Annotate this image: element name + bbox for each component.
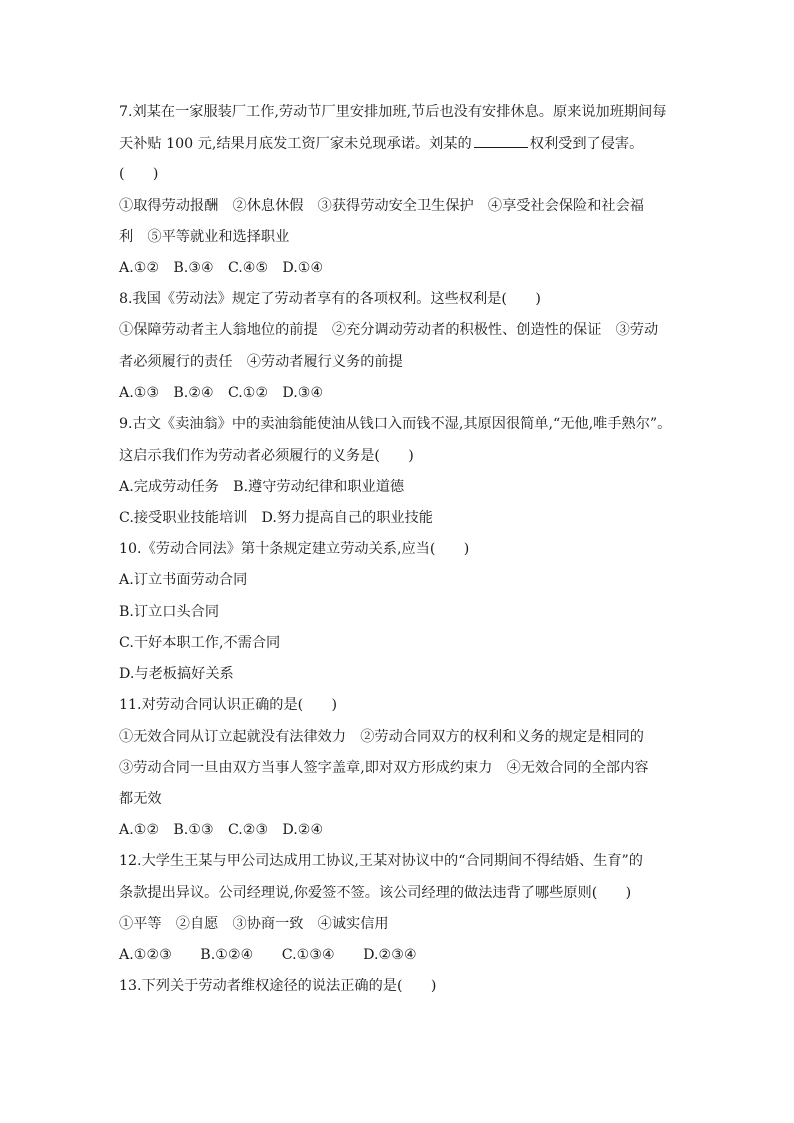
q11-options-line2: ③劳动合同一旦由双方当事人签字盖章,即对双方形成约束力 ④无效合同的全部内容	[119, 760, 649, 776]
q7-stem-line1: 7.刘某在一家服装厂工作,劳动节厂里安排加班,节后也没有安排休息。原来说加班期间每	[119, 104, 667, 120]
q10-choice-b: B.订立口头合同	[119, 604, 220, 620]
q12-options: ①平等 ②自愿 ③协商一致 ④诚实信用	[119, 916, 389, 932]
q9-stem-line2: 这启示我们作为劳动者必须履行的义务是( )	[119, 448, 414, 464]
q7-stem-part-a: 天补贴 100 元,结果月底发工资厂家未兑现承诺。刘某的	[119, 136, 472, 152]
q10-choice-d: D.与老板搞好关系	[119, 666, 234, 682]
q9-choices-cd: C.接受职业技能培训 D.努力提高自己的职业技能	[119, 510, 433, 526]
q7-answer-choices: A.①② B.③④ C.④⑤ D.①④	[119, 260, 324, 276]
q7-stem-line2	[119, 133, 643, 154]
q11-options-line3: 都无效	[119, 791, 162, 807]
q8-stem: 8.我国《劳动法》规定了劳动者享有的各项权利。这些权利是( )	[119, 291, 541, 307]
q10-choice-a: A.订立书面劳动合同	[119, 572, 248, 588]
q7-answer-paren: ( )	[119, 166, 159, 182]
q7-options-line2: 利 ⑤平等就业和选择职业	[119, 229, 290, 245]
q13-stem: 13.下列关于劳动者维权途径的说法正确的是( )	[119, 978, 437, 994]
q11-options-line1: ①无效合同从订立起就没有法律效力 ②劳动合同双方的权利和义务的规定是相同的	[119, 729, 644, 745]
q7-stem-part-b: 权利受到了侵害。	[529, 136, 644, 152]
q12-stem-line1: 12.大学生王某与甲公司达成用工协议,王某对协议中的“合同期间不得结婚、生育”的	[119, 853, 643, 869]
q7-options-line1: ①取得劳动报酬 ②休息休假 ③获得劳动安全卫生保护 ④享受社会保险和社会福	[119, 198, 644, 214]
q8-options-line2: 者必须履行的责任 ④劳动者履行义务的前提	[119, 354, 403, 370]
q7-answer-blank	[474, 133, 528, 148]
q12-stem-line2: 条款提出异议。公司经理说,你爱签不签。该公司经理的做法违背了哪些原则( )	[119, 885, 632, 901]
q11-answer-choices: A.①② B.①③ C.②③ D.②④	[119, 822, 324, 838]
q10-stem: 10.《劳动合同法》第十条规定建立劳动关系,应当( )	[119, 541, 470, 557]
q9-choices-ab: A.完成劳动任务 B.遵守劳动纪律和职业道德	[119, 479, 405, 495]
q11-stem: 11.对劳动合同认识正确的是( )	[119, 697, 338, 713]
q9-stem-line1: 9.古文《卖油翁》中的卖油翁能使油从钱口入而钱不湿,其原因很简单,“无他,唯手熟尔”。	[119, 416, 672, 432]
q10-choice-c: C.干好本职工作,不需合同	[119, 635, 281, 651]
q12-answer-choices: A.①②③ B.①②④ C.①③④ D.②③④	[119, 947, 417, 963]
q8-answer-choices: A.①③ B.②④ C.①② D.③④	[119, 385, 324, 401]
q8-options-line1: ①保障劳动者主人翁地位的前提 ②充分调动劳动者的积极性、创造性的保证 ③劳动	[119, 322, 659, 338]
